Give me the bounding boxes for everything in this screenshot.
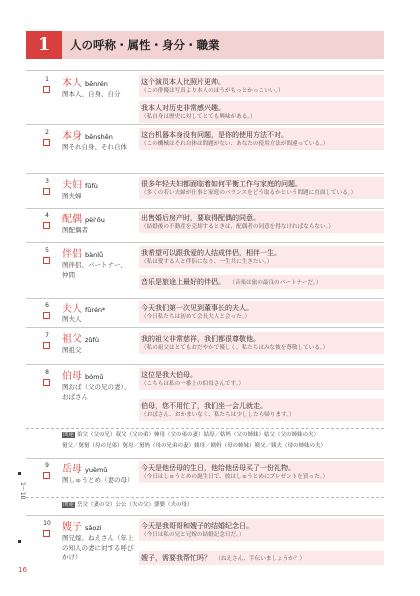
word-hanzi: 伴侣 [62,249,82,260]
example-box [139,275,384,289]
example-box [139,101,384,123]
word-meaning: 图伴侶、パートナー、仲間 [62,261,127,279]
entry-number: 8 [45,369,49,376]
side-marker [18,472,21,475]
example-box [139,128,384,150]
related-divider [26,497,384,498]
example-jp: （今日は私の兄と兄嫁の結婚記念日だ。） [141,532,245,538]
chapter-number: 1 [26,31,62,59]
entry-word [62,245,103,260]
related-words [62,501,193,510]
example-zh: 今天我们第一次见到董事长的夫人。 [141,304,253,312]
example-jp: （私自身は歴史に対してとても興味がある。） [141,114,256,120]
word-hanzi: 伯母 [62,371,82,382]
word-hanzi: 本身 [62,131,82,142]
entry-word [62,367,104,382]
related-line: 岳父（妻の父）公公（夫の父）婆婆（夫の母） [77,502,193,508]
chapter-title: 人の呼称・属性・身分・職業 [70,38,220,52]
example-jp: （こちらは私の一番上の伯母さんです。） [141,381,245,387]
checkbox[interactable] [43,188,50,195]
example-jp: （ねえさん、手伝いましょうか？） [215,556,306,562]
word-hanzi: 本人 [62,78,82,89]
example-jp: （私は愛する人と伴侶になり、一生共に生きたい。） [141,259,273,265]
divider [26,298,384,299]
example-jp: （結婚後の不動産を売却するときは、配偶者の同意を得なければならない。） [141,224,334,230]
word-hanzi: 祖父 [62,334,82,345]
entry-number: 9 [45,462,49,469]
word-meaning: 图しゅうとめ（妻の母） [62,476,134,484]
word-hanzi: 夫人 [62,304,82,315]
example-zh: 出售婚后房产时，要取得配偶的同意。 [141,214,260,222]
entry-number: 5 [45,247,49,254]
checkbox[interactable] [43,257,50,264]
example-box [139,75,384,97]
entry-word [62,460,107,475]
divider [26,242,384,243]
example-box [139,399,384,421]
divider [26,208,384,209]
chapter-header [26,31,384,59]
divider [26,458,384,459]
word-pinyin: zǔfù [85,336,99,344]
word-pinyin: bànlǚ [85,251,104,259]
word-hanzi: 夫妇 [62,180,82,191]
word-meaning: 图夫人 [62,315,82,323]
entry-number: 4 [45,212,49,219]
example-zh [139,277,384,287]
example-box [139,519,384,541]
divider [26,515,384,516]
word-pinyin: fūfù [85,182,98,190]
checkbox[interactable] [43,312,50,319]
entry-word [62,74,108,89]
word-meaning: 图それ自身、それ自体 [62,143,127,151]
related-line: 伯父（父の兄）叔父（父の弟）婶母（父の弟の妻）姑母／姑妈（父の姉妹）姑父（父の姉妹の夫） [77,432,320,438]
example-zh-text: 嫂子，需要我帮忙吗？ [141,554,211,562]
word-hanzi: 配偶 [62,214,82,225]
word-meaning: 图祖父 [62,346,82,354]
word-meaning: 图本人、自身、自分 [62,90,121,98]
entry-number: 7 [45,332,49,339]
divider [26,70,384,71]
checkbox[interactable] [43,222,50,229]
example-box [139,461,384,483]
entry-word [62,176,98,191]
example-zh: 很多年轻夫妇都面临着如何平衡工作与家庭的问题。 [141,180,302,188]
example-jp: （この機械はそれ自体は問題がない、あなたの使用方法が間違っている。） [141,141,329,147]
example-zh: 我本人对历史非常感兴趣。 [141,104,225,112]
example-box [139,177,384,199]
checkbox[interactable] [43,342,50,349]
checkbox[interactable] [43,86,50,93]
divider [26,327,384,328]
entry-number: 10 [43,520,51,527]
entry-word [62,330,99,345]
example-jp: （今日はしゅうとめの誕生日で、彼はしゅうとめにプレゼントを買った。） [141,474,329,480]
entry-word [62,300,105,315]
entry-number: 3 [45,178,49,185]
checkbox[interactable] [43,530,50,537]
word-pinyin: běnrén [85,80,108,88]
example-box [139,211,384,233]
word-pinyin: běnshēn [85,133,113,141]
example-box [139,246,384,268]
related-divider [26,428,384,429]
word-pinyin: yuèmǔ [85,466,108,474]
example-jp: （この俳優は写真より本人のほうがもっとかっこいい。） [141,88,284,94]
side-label: 1〜10 [19,482,26,500]
entry-number: 1 [45,76,49,83]
word-pinyin: fūrén* [85,306,106,314]
example-zh [139,553,384,563]
word-meaning: 图配偶者 [62,226,88,234]
example-zh: 这位是我大伯母。 [141,371,197,379]
word-pinyin: sǎozi [85,524,102,532]
example-zh: 今天是我哥哥和嫂子的结婚纪念日。 [141,522,253,530]
checkbox[interactable] [43,139,50,146]
example-zh: 我希望可以跟我爱的人结成伴侣，相伴一生。 [141,249,281,257]
entry-word [62,210,105,225]
example-box [139,301,384,323]
checkbox[interactable] [43,379,50,386]
example-box [139,332,384,354]
example-jp: （多くの若い夫婦が仕事と家庭のバランスをどう取るかという問題に直面している。） [141,190,357,196]
word-hanzi: 嫂子 [62,522,82,533]
example-jp: （今日私たちは初めて会長夫人と会った。） [141,314,251,320]
example-jp: （音楽は旅の最良のパートナーだ。） [229,280,322,286]
example-jp: （おばさん、おかまいなく、私たちは少ししたら帰ります。） [141,412,295,418]
word-hanzi: 岳母 [62,464,82,475]
example-box [139,551,384,565]
word-meaning: 图おば（父の兄の妻）、おばさん [62,383,131,401]
related-tag: 関連 [63,432,75,438]
related-words [62,431,319,440]
word-pinyin: bómǔ [85,373,104,381]
entry-word [62,127,113,142]
side-marker [18,540,21,543]
page-number: 16 [18,566,27,574]
word-meaning: 图夫婦 [62,192,82,200]
example-zh: 这台机器本身没有问题，是你的使用方法不对。 [141,131,288,139]
example-zh: 今天是他岳母的生日，他给他岳母买了一份礼物。 [141,464,295,472]
entry-number: 6 [45,302,49,309]
example-box [139,368,384,390]
word-pinyin: pèi'ǒu [85,216,105,224]
divider [26,364,384,365]
related-tag: 関連 [63,502,75,508]
example-zh: 我的祖父非常慈祥，我们都很尊敬他。 [141,335,260,343]
entry-word [62,518,102,533]
divider [26,173,384,174]
checkbox[interactable] [43,472,50,479]
divider [26,124,384,125]
word-meaning: 图兄嫁、ねえさん（年上の知人の妻に対する呼びかけ） [62,534,134,561]
example-zh-text: 音乐是旅途上最好的伴侣。 [141,278,225,286]
related-words-2: 舅父／舅舅（母の兄弟）舅母／舅妈（母の兄弟の妻）姨母／姨妈（母の姉妹）姨父／姨夫（母の姉妹の夫） [62,443,327,449]
example-zh: 这个演员本人比照片更帅。 [141,78,225,86]
example-zh: 伯母，您不用忙了，我们坐一会儿就走。 [141,402,267,410]
entry-number: 2 [45,129,49,136]
example-jp: （私の祖父はとてもおだやかで優しく、私たちはみな彼を尊敬している。） [141,345,329,351]
